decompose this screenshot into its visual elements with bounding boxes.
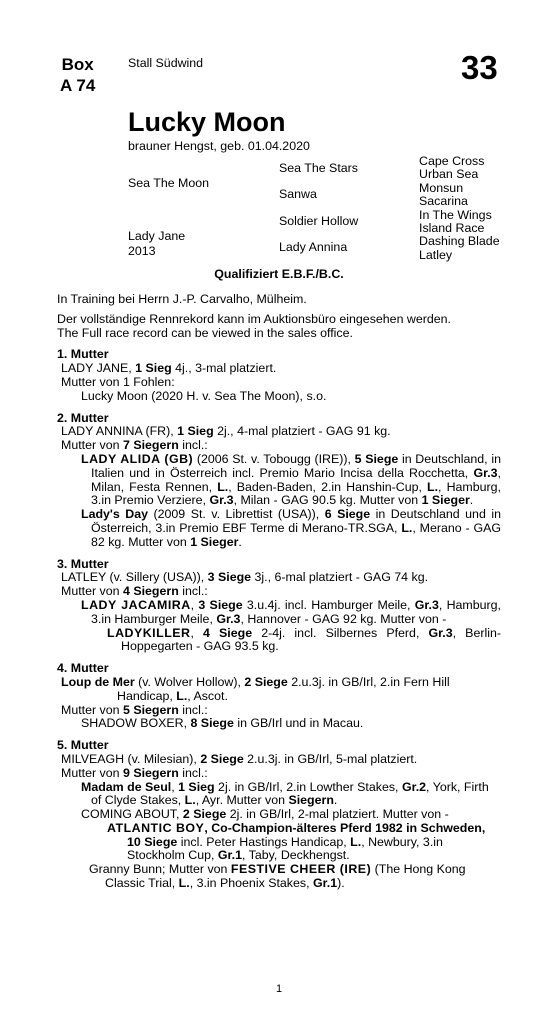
dam-line: LADY ANNINA (FR), 1 Sieg 2j., 4-mal platziert - GAG 91 kg. — [61, 424, 391, 439]
pedigree-g3-item: Island Race — [419, 221, 485, 236]
produce-item: SHADOW BOXER, 8 Siege in GB/Irl und in Macau. — [81, 716, 364, 731]
qualification: Qualifiziert E.B.F./B.C. — [214, 267, 344, 281]
produce-heading: Mutter von 7 Siegern incl.: — [61, 438, 208, 453]
produce-heading: Mutter von 5 Siegern incl.: — [61, 702, 208, 717]
produce-entry: LADY JACAMIRA, 3 Siege 3.u.4j. incl. Hamburger Meile, Gr.3, Hamburg, 3.in Hamburger Meile, Gr.3, Hannover - GAG 92 kg. Mutter von - — [81, 597, 501, 626]
pedigree-g3-item: Dashing Blade — [419, 234, 500, 249]
produce-entry: Madam de Seul, 1 Sieg 2j. in GB/Irl, 2.in Lowther Stakes, Gr.2, York, Firth of Clyde Stakes, L., Ayr. Mutter von Siegern. — [81, 779, 489, 808]
produce-entry: COMING ABOUT, 2 Siege 2j. in GB/Irl, 2-mal platziert. Mutter von - — [81, 807, 449, 822]
pedigree-dam-year: 2013 — [128, 244, 156, 258]
produce-entry: Granny Bunn; Mutter von FESTIVE CHEER (IRE) (The Hong Kong Classic Trial, L., 3.in Phoenix Stakes, Gr.1). — [89, 862, 466, 891]
section-title-5: 5. Mutter — [57, 738, 109, 753]
box-number: A 74 — [60, 76, 96, 95]
pedigree-g3-item: Monsun — [419, 180, 464, 195]
catalogue-text — [57, 293, 501, 891]
pedigree-g3-item: Urban Sea — [419, 167, 479, 182]
dam-line: LATLEY (v. Sillery (USA)), 3 Siege 3j., 6-mal platziert - GAG 74 kg. — [61, 570, 429, 585]
produce-entry: LADYKILLER, 4 Siege 2-4j. incl. Silbernes Pferd, Gr.3, Berlin-Hoppegarten - GAG 93.5 kg. — [107, 625, 501, 654]
pedigree-g3-item: Cape Cross — [419, 154, 485, 168]
pedigree-sire-dam: Sanwa — [279, 187, 317, 201]
section-title-1: 1. Mutter — [57, 347, 109, 362]
pedigree-sire-sire: Sea The Stars — [279, 161, 358, 175]
produce-entry: LADY ALIDA (GB) (2006 St. v. Tobougg (IRE)), 5 Siege in Deutschland, in Italien und in Österreich incl. Premio Mario Incisa della Rocchetta, Gr.3, Milan, Festa Rennen, L., Baden-Baden, 2.in Hanshin-Cup, L., Hamburg, 3.in Premio Verziere, Gr.3, Milan - GAG 90.5 kg. Mutter von 1 Sieger. — [81, 451, 501, 508]
box-label — [60, 54, 95, 96]
produce-heading: Mutter von 1 Fohlen: — [61, 374, 175, 389]
stable-name: Stall Südwind — [128, 56, 204, 70]
section-title-3: 3. Mutter — [57, 556, 109, 571]
section-title-2: 2. Mutter — [57, 410, 109, 425]
page-number: 1 — [275, 983, 283, 995]
pedigree-third-generation — [419, 155, 500, 262]
pedigree-dam-sire: Soldier Hollow — [279, 214, 359, 228]
pedigree-g3-item: Sacarina — [419, 194, 468, 209]
lot-number: 33 — [461, 49, 498, 86]
note-german: Der vollständige Rennrekord kann im Auktionsbüro eingesehen werden. — [57, 311, 451, 326]
horse-description: brauner Hengst, geb. 01.04.2020 — [128, 139, 310, 153]
produce-entry: Lady's Day (2009 St. v. Librettist (USA)), 6 Siege in Deutschland und in Österreich, 3.in Premio EBF Terme di Merano-TR.SGA, L., Merano - GAG 82 kg. Mutter von 1 Sieger. — [81, 507, 501, 549]
horse-name: Lucky Moon — [128, 107, 286, 137]
pedigree-sire: Sea The Moon — [128, 176, 210, 190]
produce-heading: Mutter von 9 Siegern incl.: — [61, 765, 208, 780]
dam-line: LADY JANE, 1 Sieg 4j., 3-mal platziert. — [61, 361, 277, 376]
pedigree-g3-item: Latley — [419, 247, 453, 262]
pedigree-g3-item: In The Wings — [419, 207, 492, 222]
section-title-4: 4. Mutter — [57, 661, 109, 676]
produce-heading: Mutter von 4 Siegern incl.: — [61, 584, 208, 599]
dam-line: MILVEAGH (v. Milesian), 2 Siege 2.u.3j. in GB/Irl, 5-mal platziert. — [61, 751, 418, 766]
training-line: In Training bei Herrn J.-P. Carvalho, Mülheim. — [57, 292, 307, 306]
produce-entry: ATLANTIC BOY, Co-Champion-älteres Pferd 1982 in Schweden, 10 Siege incl. Peter Hastings Handicap, L., Newbury, 3.in Stockholm Cup, Gr.1, Taby, Deckhengst. — [107, 820, 486, 863]
box-label-text: Box — [61, 55, 94, 74]
pedigree-dam-dam: Lady Annina — [279, 240, 348, 254]
produce-item: Lucky Moon (2020 H. v. Sea The Moon), s.o. — [81, 388, 327, 403]
pedigree-dam: Lady Jane — [128, 229, 186, 243]
dam-line: Loup de Mer (v. Wolver Hollow), 2 Siege 2.u.3j. in GB/Irl, 2.in Fern Hill Handicap, L., Ascot. — [61, 674, 450, 703]
note-english: The Full race record can be viewed in the sales office. — [57, 325, 353, 340]
